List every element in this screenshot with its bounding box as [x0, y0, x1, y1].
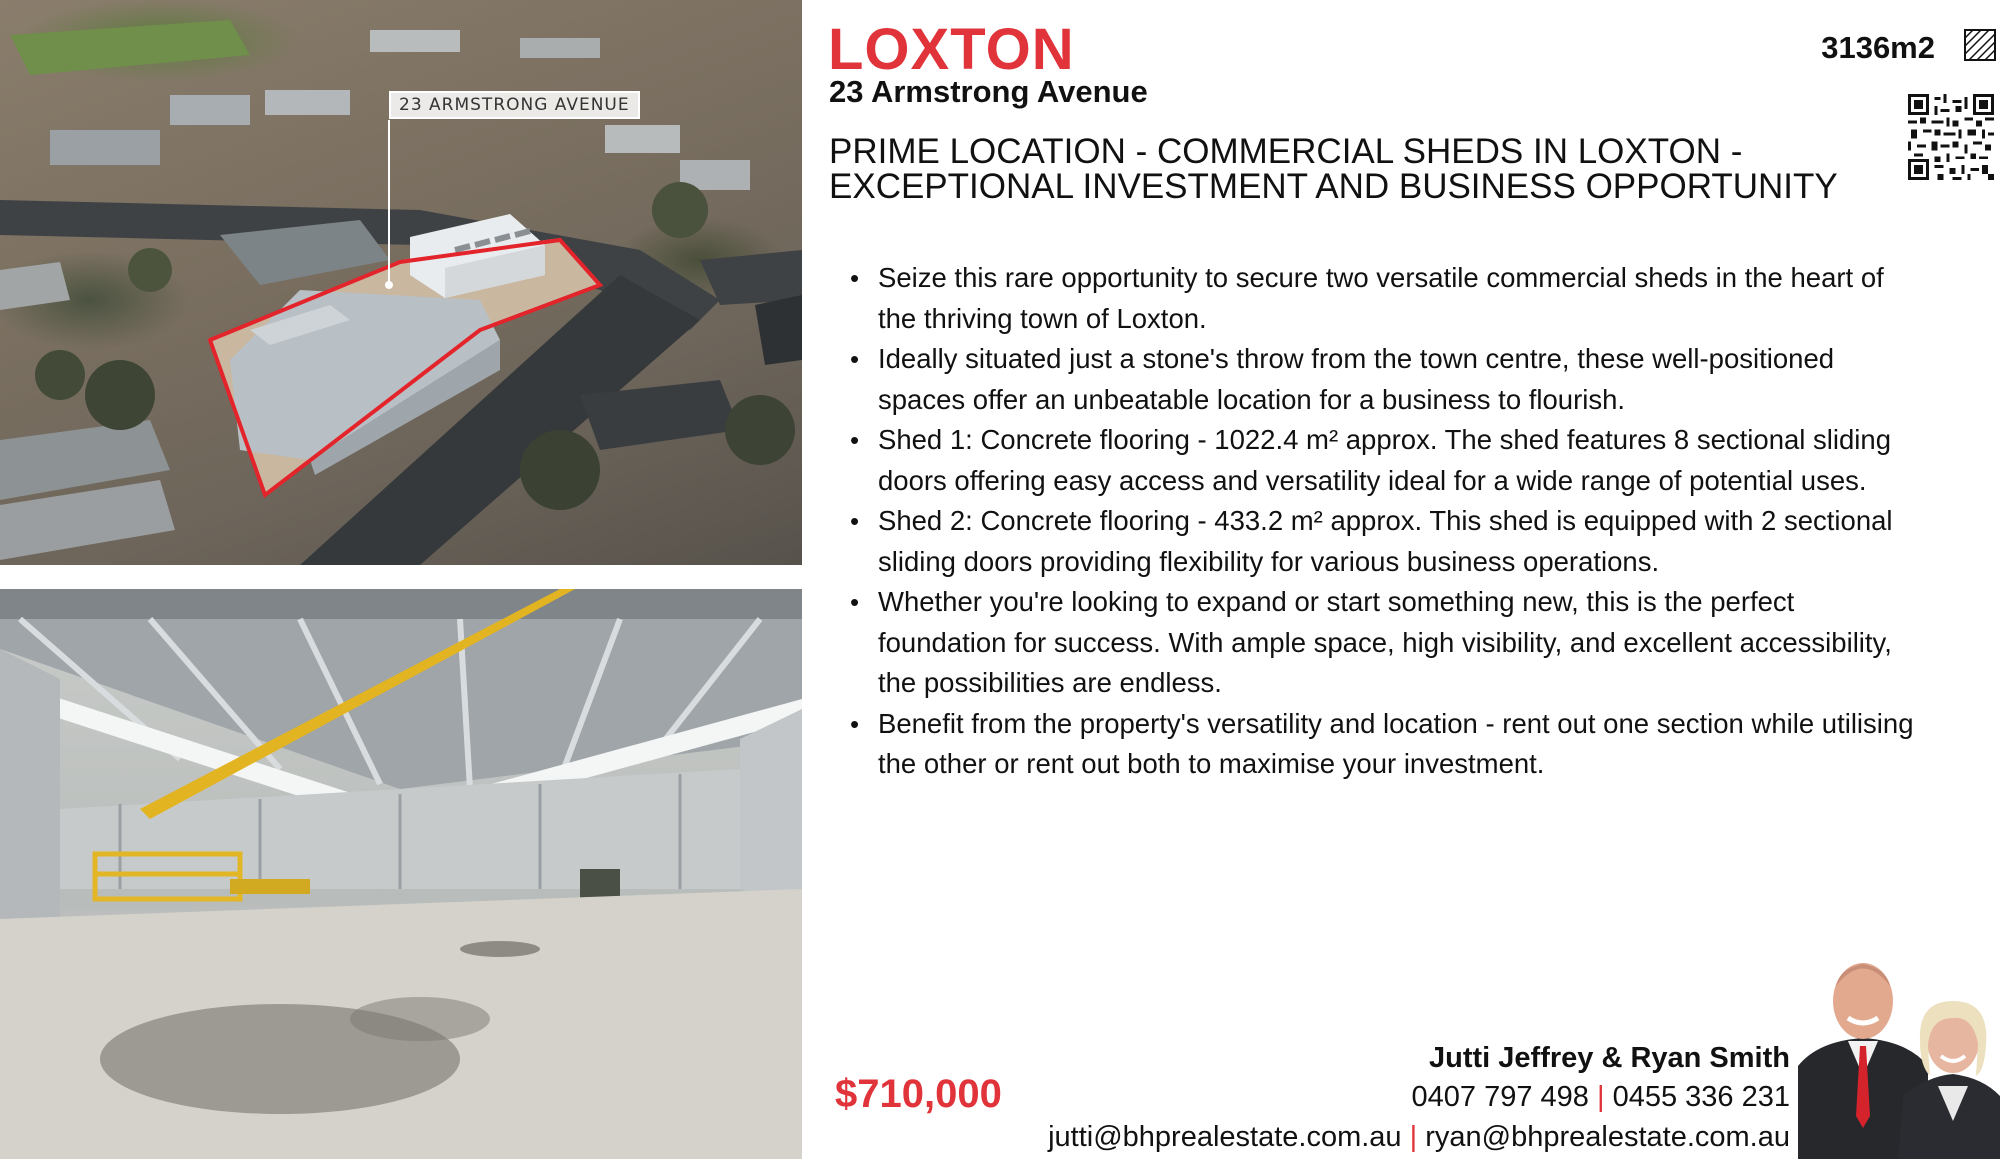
qr-code-icon[interactable]: [1908, 94, 1994, 180]
feature-list: [828, 258, 1918, 785]
feature-item: • Whether you're looking to expand or start something new, this is the perfect foundation for success. With ample space, high visibility, and excellent accessibility, the possibilities are endless.: [878, 582, 1918, 704]
feature-item: • Benefit from the property's versatility and location - rent out one section while utilising the other or rent out both to maximise your investment.: [878, 704, 1918, 785]
agents-photo: [1798, 946, 2000, 1159]
agent-email-1[interactable]: jutti@bhprealestate.com.au: [1048, 1121, 1402, 1153]
aerial-address-label: [389, 91, 640, 119]
agent-email-2[interactable]: ryan@bhprealestate.com.au: [1425, 1121, 1790, 1153]
agent-names: Jutti Jeffrey & Ryan Smith: [1429, 1042, 1790, 1074]
feature-item: • Seize this rare opportunity to secure two versatile commercial sheds in the heart of the thriving town of Loxton.: [878, 258, 1918, 339]
feature-item: • Shed 1: Concrete flooring - 1022.4 m² approx. The shed features 8 sectional sliding doors offering easy access and versatility ideal for a wide range of potential uses.: [878, 420, 1918, 501]
price: $710,000: [835, 1072, 1002, 1116]
interior-photo-drawing: [0, 589, 802, 1159]
land-size: [1821, 30, 1935, 66]
land-size-value: 3136m2: [1821, 30, 1935, 65]
interior-photo: [0, 589, 802, 1159]
agent-phone-2[interactable]: 0455 336 231: [1612, 1081, 1790, 1113]
street-address: 23 Armstrong Avenue: [829, 74, 1148, 109]
agent-phones: [1412, 1081, 1790, 1114]
listing-headline: PRIME LOCATION - COMMERCIAL SHEDS IN LOXTON - EXCEPTIONAL INVESTMENT AND BUSINESS OPPORTUNITY: [829, 132, 1838, 206]
aerial-photo: [0, 0, 802, 565]
aerial-address-label-text: 23 ARMSTRONG AVENUE: [399, 95, 630, 115]
phone-separator: |: [1596, 1081, 1605, 1113]
email-separator: |: [1409, 1121, 1418, 1153]
feature-item: • Shed 2: Concrete flooring - 433.2 m² approx. This shed is equipped with 2 sectional sliding doors providing flexibility for various business operations.: [878, 501, 1918, 582]
land-area-icon: [1963, 28, 1997, 62]
aerial-photo-drawing: [0, 0, 802, 565]
agent-emails: [1048, 1121, 1790, 1154]
agent-phone-1[interactable]: 0407 797 498: [1411, 1081, 1589, 1113]
suburb-title: LOXTON: [828, 17, 1075, 82]
feature-item: • Ideally situated just a stone's throw from the town centre, these well-positioned spaces offer an unbeatable location for a business to flourish.: [878, 339, 1918, 420]
